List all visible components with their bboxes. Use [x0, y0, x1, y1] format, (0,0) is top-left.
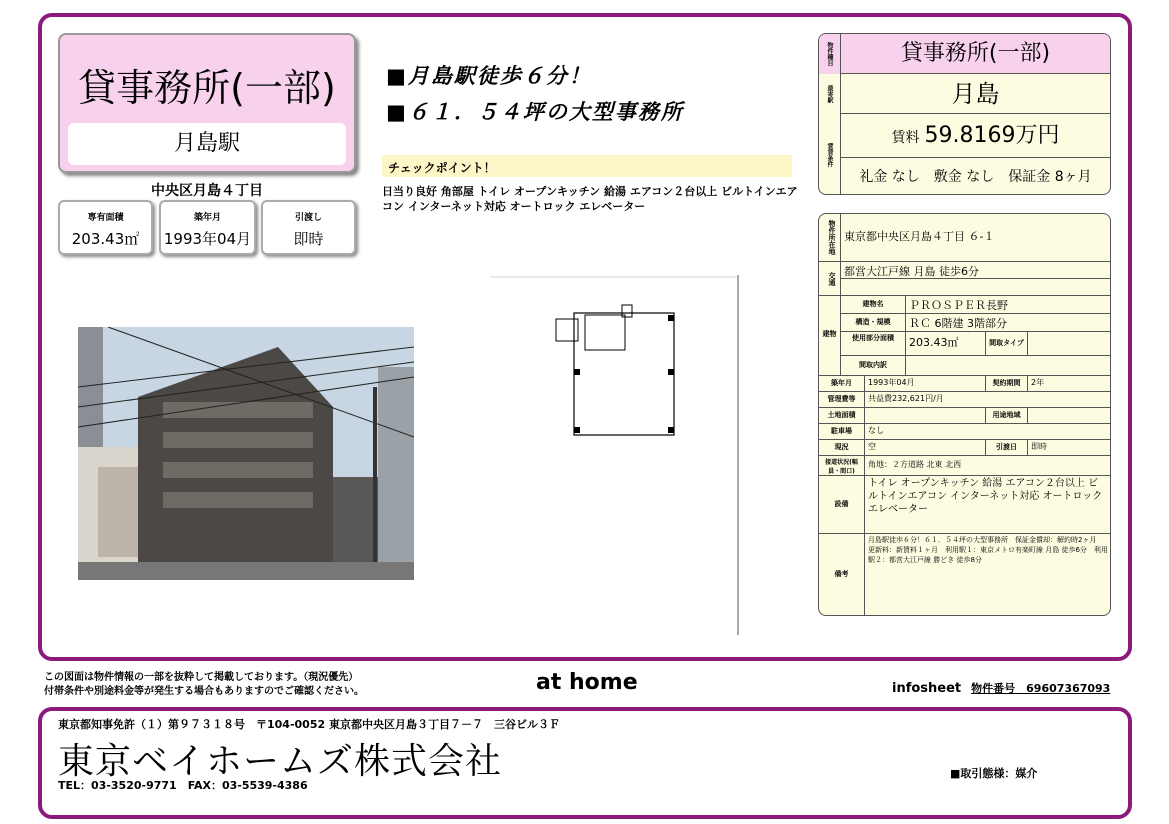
zone-label: 用途地域	[986, 408, 1028, 424]
property-type-box	[58, 33, 356, 173]
infosheet-title: infosheet	[892, 681, 962, 696]
handover-label: 引渡日	[986, 440, 1028, 456]
area-box-value: 203.43㎡	[71, 230, 140, 248]
parking-value: なし	[865, 424, 1111, 440]
road-label: 接道状況(幅員・間口)	[819, 456, 865, 476]
summary-side-type: 物件種目	[819, 34, 841, 74]
traffic-label: 交通	[819, 262, 841, 296]
remarks-value: 月島駅徒歩６分！６１．５４坪の大型事務所 保証金償却：解約時2ヶ月 更新料：新賃料１ヶ月 利用駅１：東京メトロ有楽町線 月島 徒歩6分 利用駅２：都営大江戸線 勝どき 徒歩8分	[865, 534, 1111, 616]
rent-label: 賃料	[891, 130, 920, 146]
remarks-label: 備考	[819, 534, 865, 616]
built-box-label: 築年月	[193, 213, 221, 223]
layout-detail-label: 間取内訳	[841, 356, 906, 376]
zone-value	[1028, 408, 1111, 424]
address-label: 中央区月島４丁目	[151, 183, 263, 199]
road-value: 角地：２方道路 北東 北西	[865, 456, 1111, 476]
loc-label: 物件所在地	[819, 214, 841, 262]
deal-type: ■取引態様：媒介	[950, 767, 1038, 780]
bldg-name-label: 建物名	[841, 296, 906, 314]
traffic-value: 都営大江戸線 月島 徒歩6分	[841, 262, 1111, 279]
headline-1: ■月島駅徒歩６分！	[386, 64, 592, 88]
contract-value: 2年	[1028, 376, 1111, 392]
summary-panel	[818, 33, 1111, 195]
handover-box-value: 即時	[293, 230, 324, 248]
equip-value: トイレ オープンキッチン 給湯 エアコン２台以上 ビルトインエアコン インターネット対応 オートロック エレベーター	[865, 476, 1111, 534]
summary-side-station: 最寄駅	[819, 74, 841, 114]
area-label: 使用部分面積	[841, 332, 906, 356]
property-number: 物件番号 69607367093	[971, 682, 1111, 695]
building-photo	[78, 327, 414, 580]
summary-rent-row	[841, 114, 1110, 158]
summary-type: 貸事務所(一部)	[841, 34, 1110, 74]
bldg-label: 建物	[819, 296, 841, 376]
station-label: 月島駅	[68, 123, 346, 165]
equip-label: 設備	[819, 476, 865, 534]
athome-logo: at home	[536, 670, 638, 695]
layout-label: 間取タイプ	[986, 332, 1028, 356]
area-value: 203.43㎡	[906, 332, 986, 356]
rent-value: 59.8169万円	[924, 123, 1060, 148]
built-box	[159, 200, 256, 255]
checkpoint-text: 日当り良好 角部屋 トイレ オープンキッチン 給湯 エアコン２台以上 ビルトインエアコン インターネット対応 オートロック エレベーター	[382, 185, 798, 213]
loc-value: 東京都中央区月島４丁目 ６-１	[841, 214, 1111, 262]
footer-note-1: この図面は物件情報の一部を抜粋して掲載しております。（現況優先）	[44, 672, 359, 683]
floor-plan	[490, 275, 740, 635]
struct-value: ＲＣ 6階建 3階部分	[906, 314, 1111, 332]
details-panel	[818, 213, 1111, 616]
company-name: 東京ベイホームズ株式会社	[58, 741, 503, 782]
license-info: 東京都知事免許（１）第９７３１８号 〒104-0052 東京都中央区月島３丁目７－７ 三谷ビル３Ｆ	[58, 718, 560, 731]
parking-label: 駐車場	[819, 424, 865, 440]
area-box	[58, 200, 153, 255]
infosheet-label	[892, 680, 1110, 696]
contract-label: 契約期間	[986, 376, 1028, 392]
summary-station: 月島	[841, 74, 1110, 114]
checkpoint-title: チェックポイント！	[382, 155, 792, 177]
struct-label: 構造・規模	[841, 314, 906, 332]
mgmt-value: 共益費232,621円/月	[865, 392, 1111, 408]
land-label: 土地面積	[819, 408, 865, 424]
status-label: 現況	[819, 440, 865, 456]
traffic-blank	[841, 279, 1111, 296]
company-tel: TEL：03-3520-9771 FAX：03-5539-4386	[58, 779, 308, 792]
footer-note	[44, 671, 364, 699]
status-value: 空	[865, 440, 986, 456]
footer-note-2: 付帯条件や別途料金等が発生する場合もありますのでご確認ください。	[44, 686, 364, 697]
layout-value	[1028, 332, 1111, 356]
summary-side-terms: 賃貸条件	[819, 114, 841, 195]
area-box-label: 専有面積	[87, 213, 124, 223]
mgmt-label: 管理費等	[819, 392, 865, 408]
property-type-title: 貸事務所(一部)	[78, 66, 336, 110]
built-value: 1993年04月	[865, 376, 986, 392]
handover-value: 即時	[1028, 440, 1111, 456]
built-label: 築年月	[819, 376, 865, 392]
summary-terms: 礼金 なし 敷金 なし 保証金 8ヶ月	[859, 169, 1092, 185]
land-value	[865, 408, 986, 424]
built-box-value: 1993年04月	[163, 230, 252, 248]
handover-box	[261, 200, 356, 255]
layout-detail-value	[906, 356, 1111, 376]
handover-box-label: 引渡し	[294, 213, 322, 223]
headline-2: ■６１．５４坪の大型事務所	[386, 100, 684, 124]
bldg-name-value: ＰＲＯＳＰＥＲ長野	[906, 296, 1111, 314]
